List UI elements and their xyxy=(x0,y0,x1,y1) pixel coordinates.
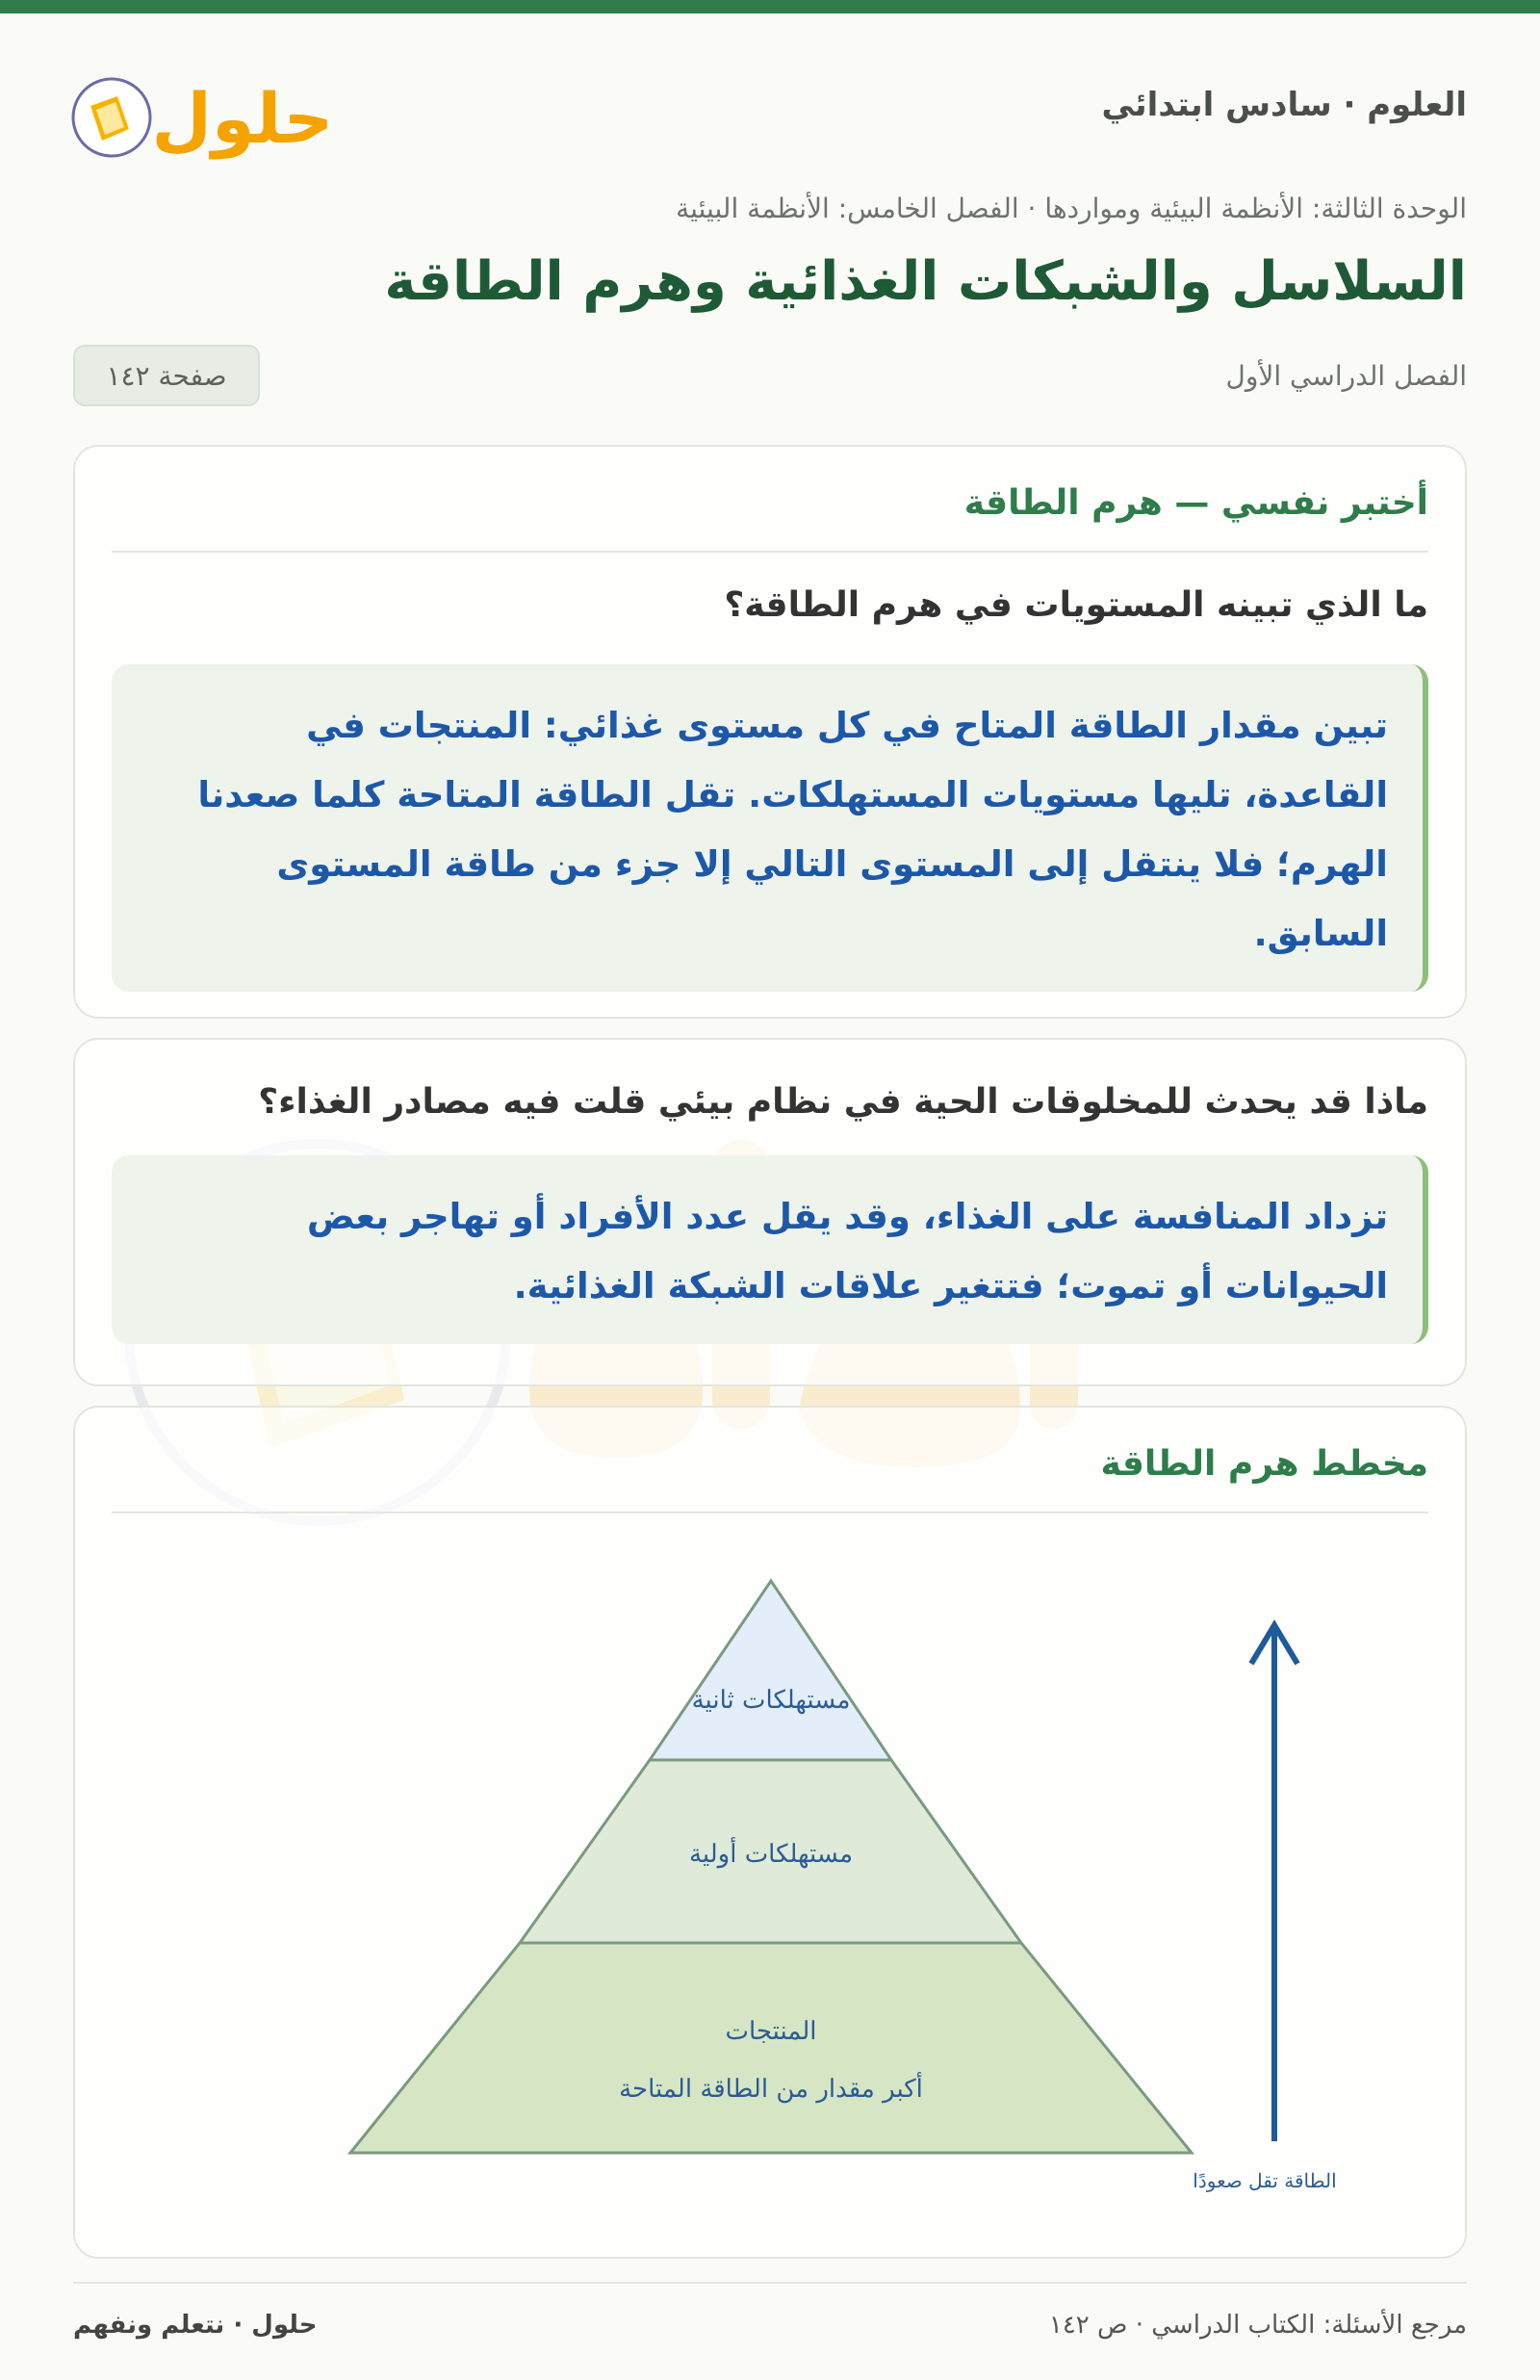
footer-brand: حلول · نتعلم ونفهم xyxy=(73,2311,318,2340)
unit-breadcrumb: الوحدة الثالثة: الأنظمة البيئية ومواردها · الفصل الخامس: الأنظمة البيئية xyxy=(676,193,1467,224)
footer-reference: مرجع الأسئلة: الكتاب الدراسي · ص ١٤٢ xyxy=(1048,2311,1467,2340)
label-producers: المنتجات xyxy=(725,2017,817,2046)
energy-pyramid-card xyxy=(73,1406,1467,2259)
subject-label: العلوم · سادس ابتدائي xyxy=(1101,86,1467,124)
diagram-title: مخطط هرم الطاقة xyxy=(1100,1444,1428,1484)
label-primary-consumers: مستهلكات أولية xyxy=(688,1840,854,1869)
page xyxy=(0,13,1540,2380)
question-card xyxy=(73,1038,1467,1386)
logo-icon xyxy=(69,60,329,175)
self-test-card xyxy=(73,445,1467,1019)
energy-pyramid-diagram xyxy=(75,1408,1469,2261)
footer-divider xyxy=(73,2282,1467,2284)
energy-arrow-label: الطاقة تقل صعودًا xyxy=(1193,2169,1337,2192)
section-divider xyxy=(112,551,1428,553)
pyramid-level-secondary-consumers xyxy=(650,1581,891,1760)
logo-text: حلول xyxy=(151,78,329,159)
label-secondary-consumers: مستهلكات ثانية xyxy=(691,1686,851,1715)
question-2: ماذا قد يحدث للمخلوقات الحية في نظام بيئي قلت فيه مصادر الغذاء؟ xyxy=(258,1082,1428,1122)
answer-2: تزداد المنافسة على الغذاء، وقد يقل عدد الأفراد أو تهاجر بعض الحيوانات أو تموت؛ فتتغير علاقات الشبكة الغذائية. xyxy=(112,1155,1428,1344)
label-producers-note: أكبر مقدار من الطاقة المتاحة xyxy=(619,2075,923,2104)
question-1: ما الذي تبينه المستويات في هرم الطاقة؟ xyxy=(724,585,1428,625)
page-number-badge: صفحة ١٤٢ xyxy=(73,345,260,406)
answer-1: تبين مقدار الطاقة المتاح في كل مستوى غذائي: المنتجات في القاعدة، تليها مستويات المستهلكات. تقل الطاقة المتاحة كلما صعدنا الهرم؛ فلا ينتقل إلى المستوى التالي إلا جزء من طاقة المستوى السابق. xyxy=(112,664,1428,992)
energy-arrow-icon xyxy=(1251,1625,1297,2141)
brand-logo[interactable] xyxy=(69,60,329,175)
page-title: السلاسل والشبكات الغذائية وهرم الطاقة xyxy=(384,250,1467,313)
top-accent-bar xyxy=(0,0,1540,13)
section-title: أختبر نفسي — هرم الطاقة xyxy=(963,483,1428,523)
pyramid-level-producers xyxy=(350,1943,1192,2153)
semester-label: الفصل الدراسي الأول xyxy=(1225,360,1467,392)
